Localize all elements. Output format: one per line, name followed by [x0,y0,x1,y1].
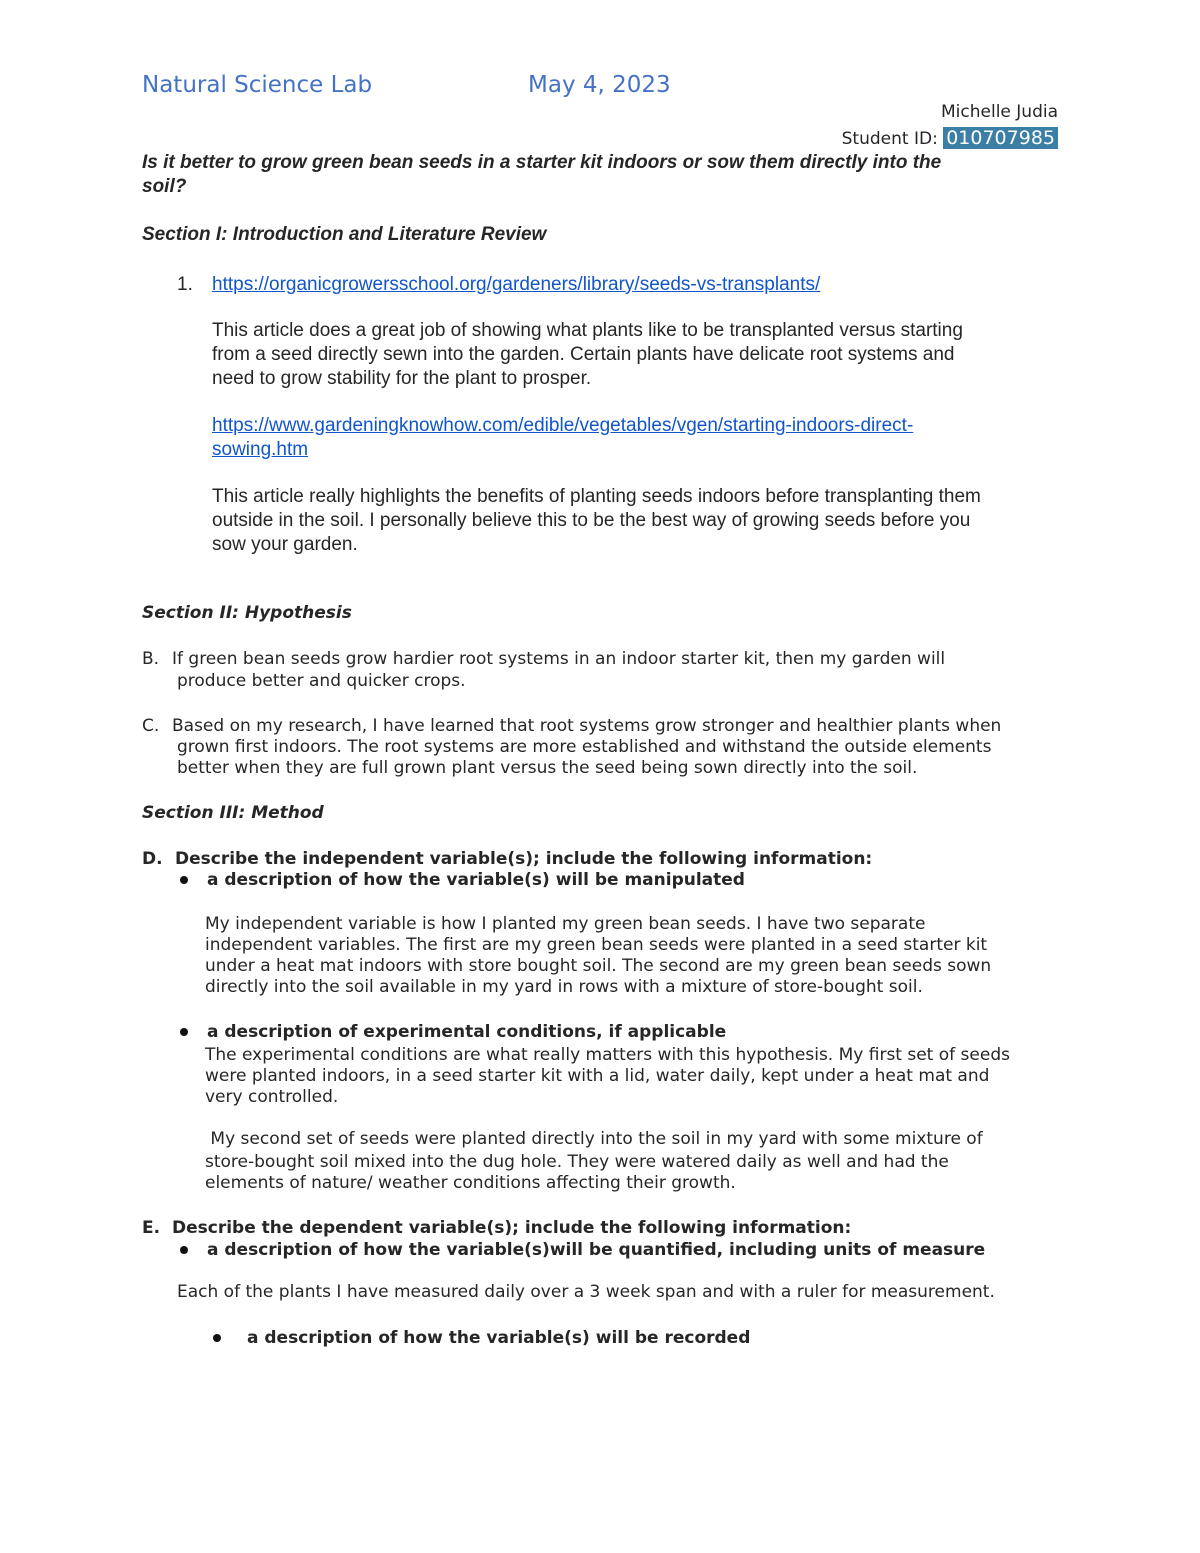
reference-1-summary-line-2: from a seed directly sewn into the garden. Certain plants have delicate root systems and [212,344,955,365]
independent-variable-line-2: independent variables. The first are my green bean seeds were planted in a seed starter kit [205,935,988,955]
independent-variable-line-4: directly into the soil available in my yard in rows with a mixture of store-bought soil. [205,977,923,997]
dependent-variable-text: Each of the plants I have measured daily over a 3 week span and with a ruler for measurement. [177,1282,995,1302]
bullet-icon [180,876,188,884]
conditions-line-1: The experimental conditions are what really matters with this hypothesis. My first set of seeds [205,1045,1010,1065]
method-d-bullet-1: a description of how the variable(s) will be manipulated [207,870,745,890]
hypothesis-c-line-1: Based on my research, I have learned that root systems grow stronger and healthier plants when [172,716,1002,736]
method-e-marker: E. [142,1218,161,1238]
student-name: Michelle Judia [941,102,1058,122]
hypothesis-c-line-2: grown first indoors. The root systems are more established and withstand the outside elements [177,737,992,757]
reference-2-summary-line-1: This article really highlights the benefits of planting seeds indoors before transplanting them [212,486,981,507]
method-e-heading: Describe the dependent variable(s); include the following information: [172,1218,852,1238]
method-e-bullet-2: a description of how the variable(s) will be recorded [247,1328,751,1348]
method-e-bullet-1: a description of how the variable(s)will be quantified, including units of measure [207,1240,986,1260]
independent-variable-line-3: under a heat mat indoors with store bought soil. The second are my green bean seeds sown [205,956,992,976]
independent-variable-line-1: My independent variable is how I planted my green bean seeds. I have two separate [205,914,926,934]
hypothesis-c-line-3: better when they are full grown plant versus the seed being sown directly into the soil. [177,758,918,778]
method-d-marker: D. [142,849,163,869]
reference-1-summary-line-1: This article does a great job of showing what plants like to be transplanted versus starting [212,320,963,341]
conditions-2-line-3: elements of nature/ weather conditions affecting their growth. [205,1173,736,1193]
bullet-icon [180,1246,188,1254]
section-3-title: Section III: Method [142,803,324,823]
hypothesis-b-line-1: If green bean seeds grow hardier root systems in an indoor starter kit, then my garden will [172,649,946,669]
section-1-title: Section I: Introduction and Literature Review [142,224,547,245]
research-question-line-1: Is it better to grow green bean seeds in a starter kit indoors or sow them directly into the [142,152,942,173]
reference-1-summary-line-3: need to grow stability for the plant to prosper. [212,368,592,389]
hypothesis-b-marker: B. [142,649,160,669]
conditions-2-line-2: store-bought soil mixed into the dug hole. They were watered daily as well and had the [205,1152,949,1172]
reference-link-2-line-2[interactable]: sowing.htm [212,439,309,460]
bullet-icon [180,1028,188,1036]
method-d-heading: Describe the independent variable(s); include the following information: [175,849,873,869]
section-2-title: Section II: Hypothesis [142,603,352,623]
student-id-label: Student ID: [841,129,938,149]
method-d-bullet-2: a description of experimental conditions, if applicable [207,1022,727,1042]
research-question-line-2: soil? [142,176,187,197]
hypothesis-c-marker: C. [142,716,160,736]
list-number-1: 1. [177,274,193,295]
hypothesis-b-line-2: produce better and quicker crops. [177,671,466,691]
student-id-line [842,127,1058,149]
document-date: May 4, 2023 [528,72,671,98]
conditions-line-2: were planted indoors, in a seed starter kit with a lid, water daily, kept under a heat mat and [205,1066,990,1086]
course-title: Natural Science Lab [142,72,373,98]
reference-2-summary-line-3: sow your garden. [212,534,358,555]
reference-link-1[interactable]: https://organicgrowersschool.org/gardeners/library/seeds-vs-transplants/ [212,274,821,295]
bullet-icon [213,1334,221,1342]
conditions-2-line-1: My second set of seeds were planted directly into the soil in my yard with some mixture of [205,1129,983,1149]
reference-link-2-line-1[interactable]: https://www.gardeningknowhow.com/edible/vegetables/vgen/starting-indoors-direct- [212,415,914,436]
reference-2-summary-line-2: outside in the soil. I personally believe this to be the best way of growing seeds before you [212,510,971,531]
conditions-line-3: very controlled. [205,1087,339,1107]
student-id-value: 010707985 [943,127,1058,149]
